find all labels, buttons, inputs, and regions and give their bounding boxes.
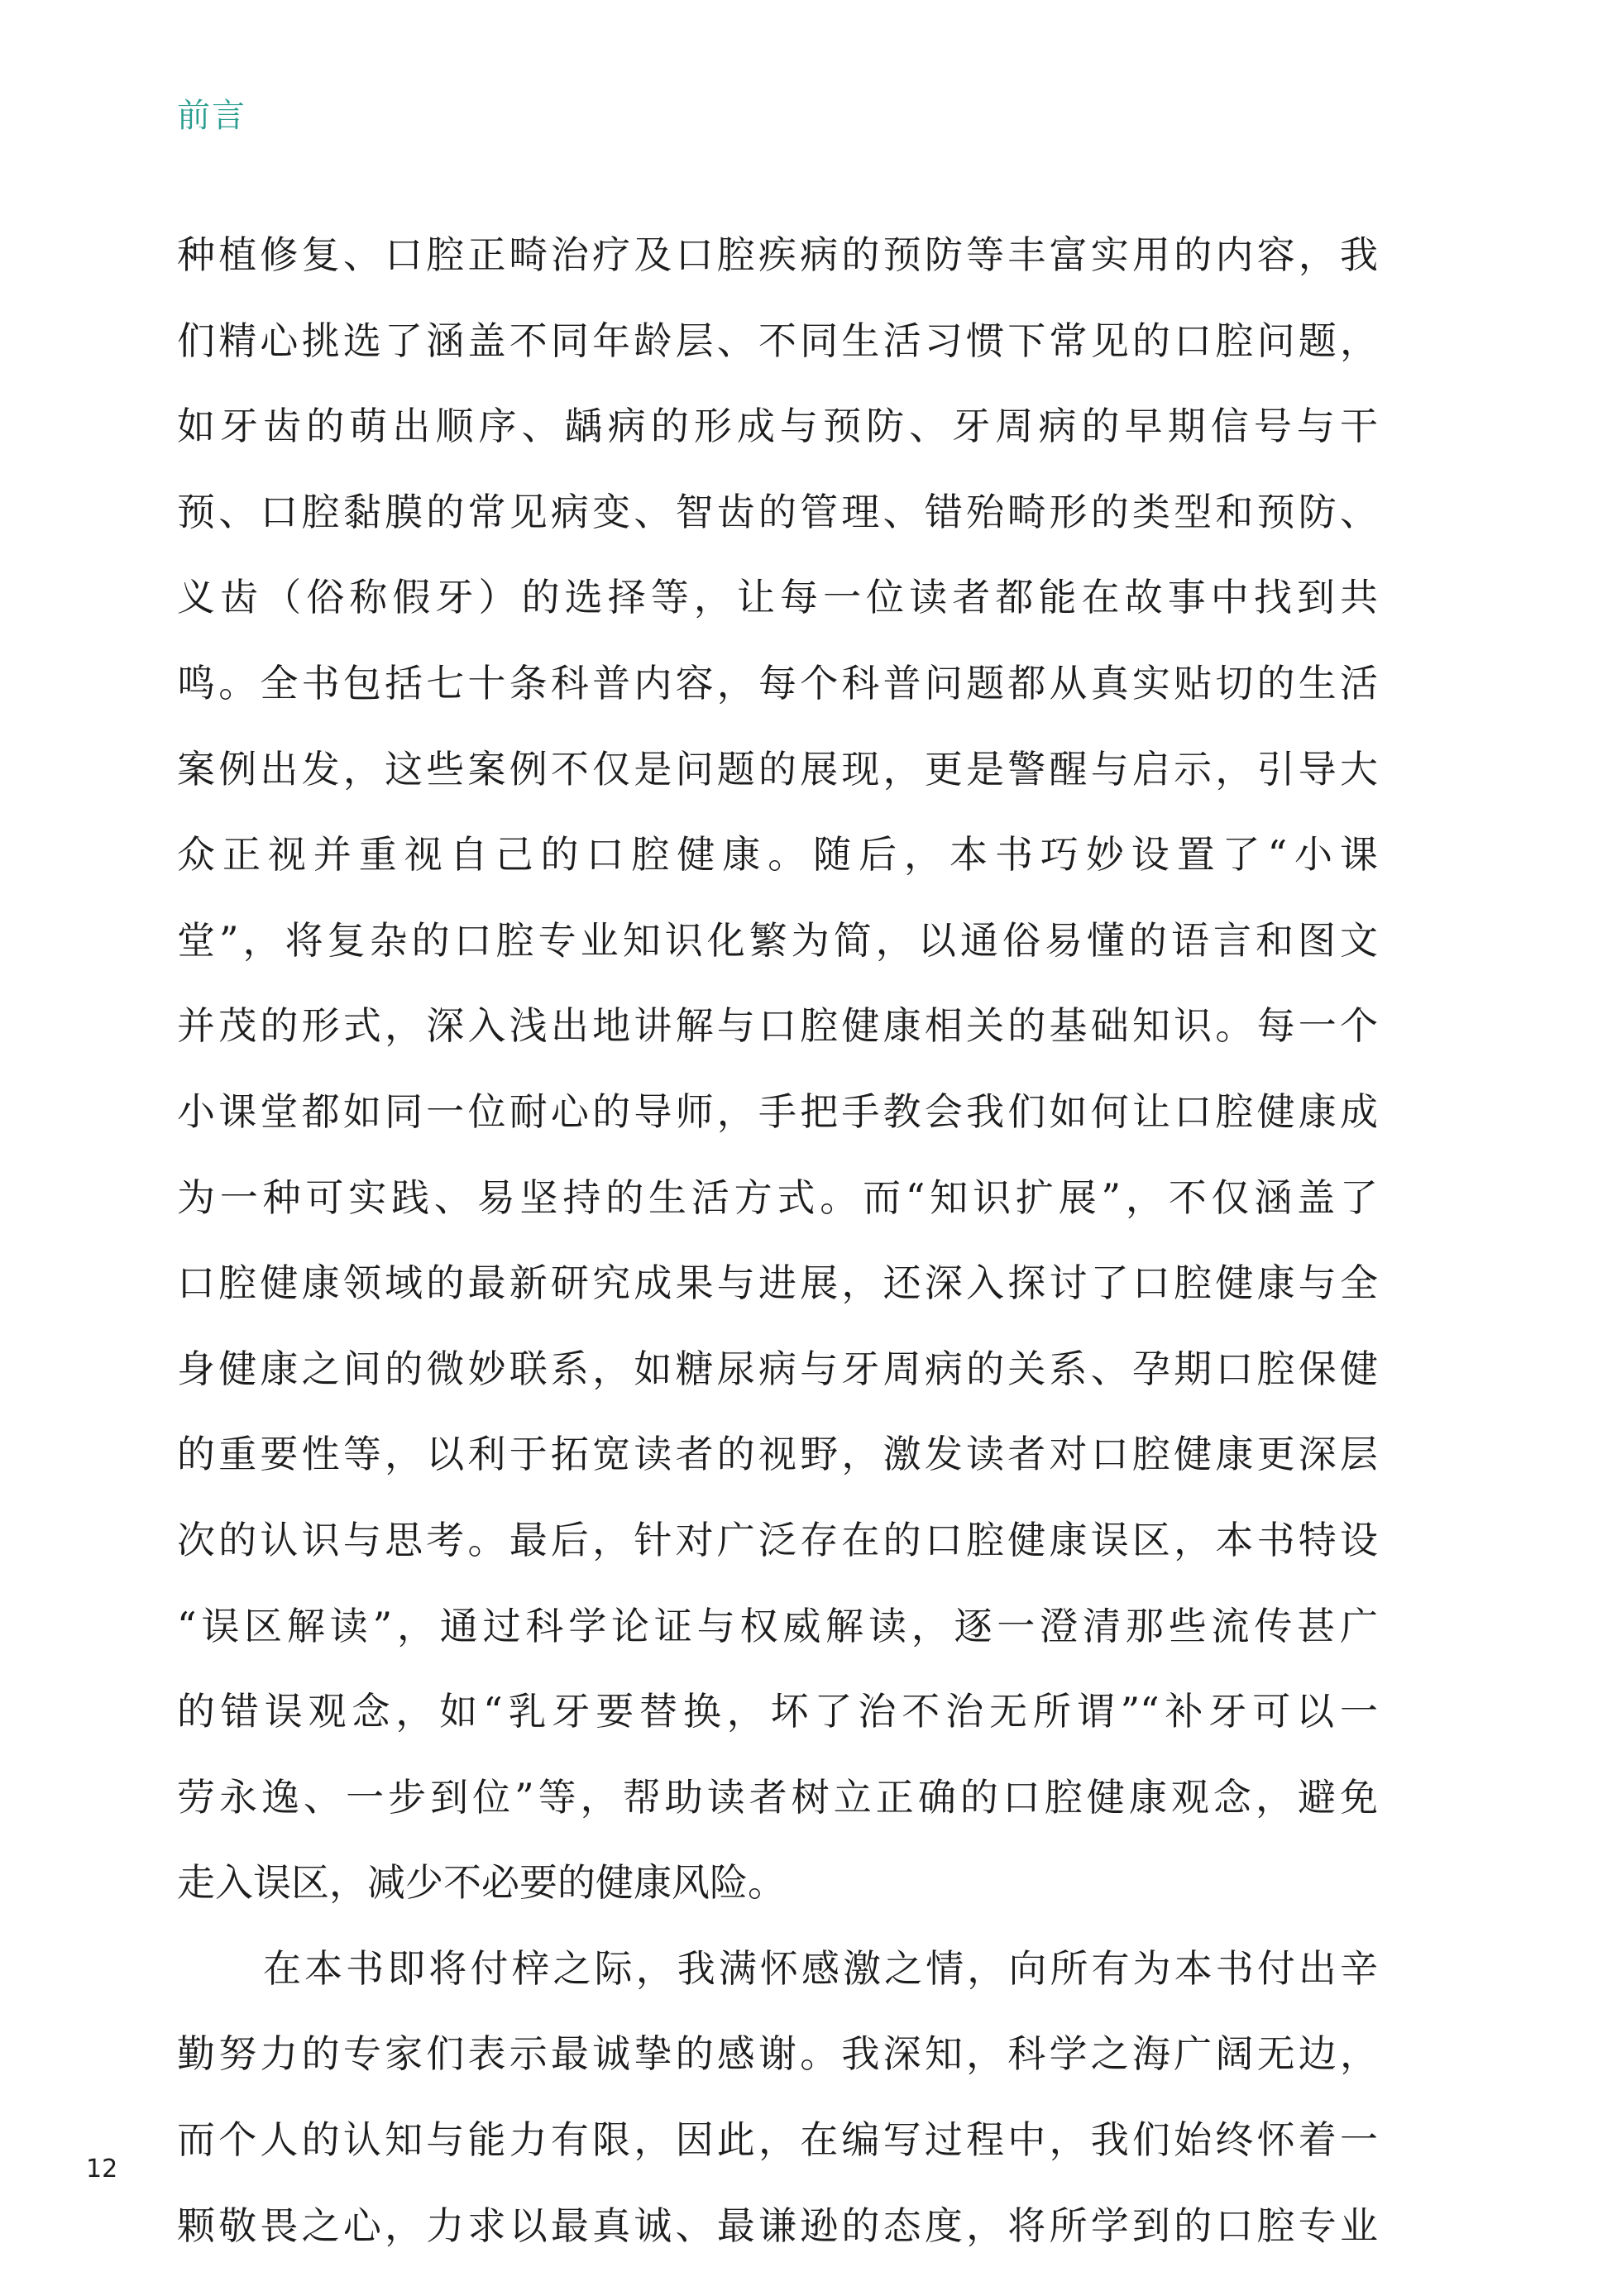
- text-line: 口腔健康领域的最新研究成果与进展，还深入探讨了口腔健康与全: [177, 1260, 1378, 1306]
- text-line: 小课堂都如同一位耐心的导师，手把手教会我们如何让口腔健康成: [177, 1088, 1378, 1134]
- text-line: 的错误观念，如“乳牙要替换，坏了治不治无所谓”“补牙可以一: [177, 1689, 1378, 1734]
- text-line: 堂”，将复杂的口腔专业知识化繁为简，以通俗易懂的语言和图文: [177, 917, 1378, 963]
- text-line: 走入误区，减少不必要的健康风险。: [177, 1860, 786, 1906]
- text-line: 义齿（俗称假牙）的选择等，让每一位读者都能在故事中找到共: [177, 575, 1378, 620]
- text-line: “误区解读”，通过科学论证与权威解读，逐一澄清那些流传甚广: [177, 1603, 1378, 1648]
- text-line: 颗敬畏之心，力求以最真诚、最谦逊的态度，将所学到的口腔专业: [177, 2203, 1378, 2248]
- text-line: 的重要性等，以利于拓宽读者的视野，激发读者对口腔健康更深层: [177, 1432, 1378, 1477]
- body-text: [177, 222, 1378, 2278]
- text-line: 在本书即将付梓之际，我满怀感激之情，向所有为本书付出辛: [263, 1945, 1378, 1991]
- running-head: 前言: [177, 97, 246, 135]
- text-line: 众正视并重视自己的口腔健康。随后，本书巧妙设置了“小课: [177, 832, 1378, 878]
- text-line: 次的认识与思考。最后，针对广泛存在的口腔健康误区，本书特设: [177, 1517, 1378, 1562]
- text-line: 劳永逸、一步到位”等，帮助读者树立正确的口腔健康观念，避免: [177, 1774, 1378, 1820]
- text-line: 如牙齿的萌出顺序、龋病的形成与预防、牙周病的早期信号与干: [177, 404, 1378, 449]
- text-line: 而个人的认知与能力有限，因此，在编写过程中，我们始终怀着一: [177, 2117, 1378, 2163]
- text-line: 鸣。全书包括七十条科普内容，每个科普问题都从真实贴切的生活: [177, 660, 1378, 706]
- text-line: 身健康之间的微妙联系，如糖尿病与牙周病的关系、孕期口腔保健: [177, 1346, 1378, 1391]
- text-line: 预、口腔黏膜的常见病变、智齿的管理、错殆畸形的类型和预防、: [177, 489, 1378, 534]
- text-line: 案例出发，这些案例不仅是问题的展现，更是警醒与启示，引导大: [177, 746, 1378, 792]
- text-line: 为一种可实践、易坚持的生活方式。而“知识扩展”，不仅涵盖了: [177, 1174, 1378, 1220]
- page-number: 12: [86, 2155, 118, 2184]
- text-line: 种植修复、口腔正畸治疗及口腔疾病的预防等丰富实用的内容，我: [177, 232, 1378, 277]
- text-line: 并茂的形式，深入浅出地讲解与口腔健康相关的基础知识。每一个: [177, 1003, 1378, 1049]
- text-line: 勤努力的专家们表示最诚挚的感谢。我深知，科学之海广阔无边，: [177, 2031, 1378, 2077]
- text-line: 们精心挑选了涵盖不同年龄层、不同生活习惯下常见的口腔问题，: [177, 318, 1378, 363]
